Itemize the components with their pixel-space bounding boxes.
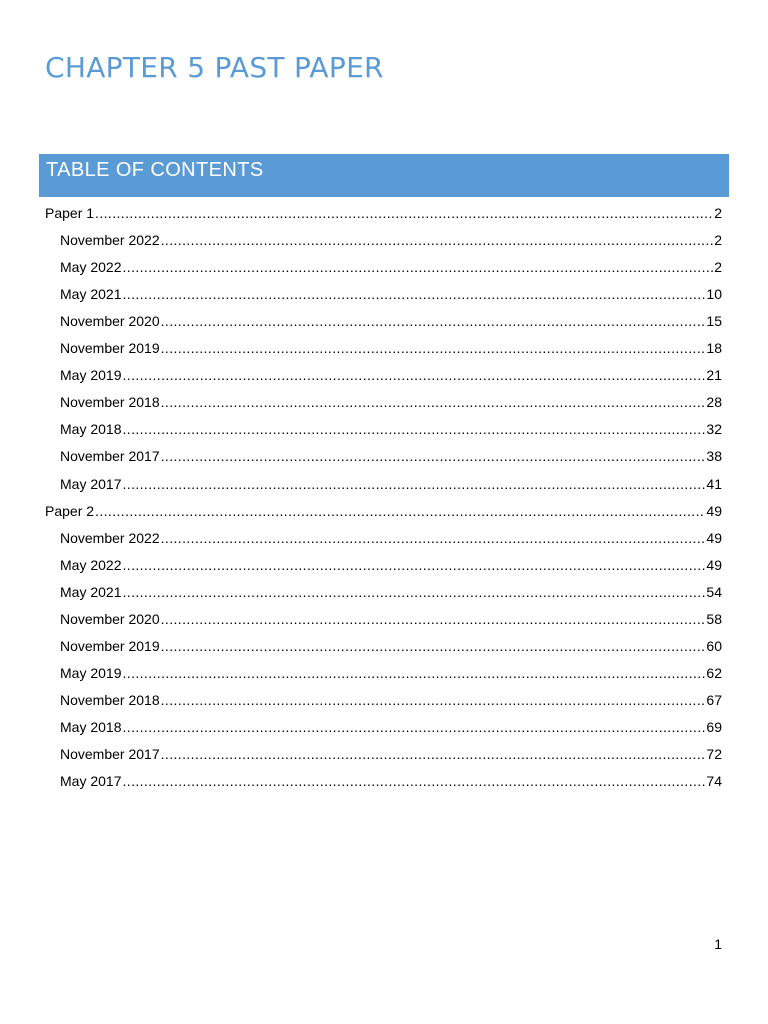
toc-entry-label: May 2019 — [60, 664, 122, 681]
toc-entry-label: November 2020 — [60, 610, 160, 627]
toc-entry-label: May 2017 — [60, 475, 122, 492]
toc-dot-leader — [161, 340, 706, 356]
toc-entry[interactable] — [0, 524, 768, 551]
toc-dot-leader — [122, 421, 705, 437]
toc-entry[interactable] — [0, 415, 768, 442]
toc-entry-label: November 2017 — [60, 745, 160, 762]
toc-entry-label: May 2018 — [60, 718, 122, 735]
toc-dot-leader — [161, 530, 706, 546]
toc-dot-leader — [95, 205, 713, 221]
toc-entry-label: May 2017 — [60, 773, 122, 790]
toc-entry-label: May 2021 — [60, 286, 122, 303]
toc-entry-label: November 2020 — [60, 313, 160, 330]
toc-dot-leader — [161, 746, 706, 762]
toc-entry-page: 2 — [714, 205, 722, 222]
toc-entry-page: 74 — [706, 773, 722, 790]
toc-entry-page: 28 — [706, 394, 722, 411]
toc-entry-label: May 2019 — [60, 367, 122, 384]
toc-entry[interactable] — [0, 199, 768, 226]
toc-entry[interactable] — [0, 740, 768, 767]
toc-entry[interactable] — [0, 442, 768, 469]
toc-entry-page: 2 — [714, 232, 722, 249]
toc-entry-label: November 2019 — [60, 637, 160, 654]
toc-entry-page: 54 — [706, 583, 722, 600]
toc-dot-leader — [95, 503, 705, 519]
toc-dot-leader — [122, 286, 705, 302]
toc-dot-leader — [122, 476, 705, 492]
toc-entry[interactable] — [0, 632, 768, 659]
toc-entry-label: Paper 1 — [45, 205, 95, 222]
table-of-contents — [0, 199, 768, 794]
toc-entry-page: 2 — [714, 259, 722, 276]
toc-entry[interactable] — [0, 334, 768, 361]
toc-entry-page: 49 — [706, 556, 722, 573]
toc-dot-leader — [161, 394, 706, 410]
toc-dot-leader — [122, 773, 705, 789]
toc-dot-leader — [161, 692, 706, 708]
toc-entry[interactable] — [0, 605, 768, 632]
page-number: 1 — [714, 936, 722, 952]
toc-entry[interactable] — [0, 226, 768, 253]
toc-entry[interactable] — [0, 578, 768, 605]
toc-entry-page: 67 — [706, 691, 722, 708]
toc-entry-label: Paper 2 — [45, 502, 95, 519]
toc-heading: TABLE OF CONTENTS — [46, 159, 264, 181]
toc-entry[interactable] — [0, 551, 768, 578]
toc-dot-leader — [161, 638, 706, 654]
toc-dot-leader — [122, 584, 705, 600]
toc-dot-leader — [161, 313, 706, 329]
toc-entry-page: 15 — [706, 313, 722, 330]
toc-dot-leader — [161, 448, 706, 464]
toc-dot-leader — [161, 232, 714, 248]
toc-dot-leader — [122, 367, 705, 383]
toc-entry[interactable] — [0, 388, 768, 415]
toc-entry-page: 38 — [706, 448, 722, 465]
toc-entry[interactable] — [0, 497, 768, 524]
toc-entry[interactable] — [0, 713, 768, 740]
toc-entry-label: May 2021 — [60, 583, 122, 600]
document-title: CHAPTER 5 PAST PAPER — [45, 51, 384, 84]
toc-entry[interactable] — [0, 469, 768, 496]
toc-entry-page: 21 — [706, 367, 722, 384]
toc-dot-leader — [122, 665, 705, 681]
toc-entry-label: May 2018 — [60, 421, 122, 438]
toc-dot-leader — [122, 259, 713, 275]
toc-entry-page: 18 — [706, 340, 722, 357]
toc-entry[interactable] — [0, 280, 768, 307]
toc-entry-page: 58 — [706, 610, 722, 627]
toc-entry-label: November 2022 — [60, 529, 160, 546]
toc-entry-label: November 2017 — [60, 448, 160, 465]
toc-dot-leader — [122, 557, 705, 573]
toc-entry-page: 41 — [706, 475, 722, 492]
toc-entry-label: November 2018 — [60, 691, 160, 708]
toc-entry[interactable] — [0, 361, 768, 388]
toc-entry-label: November 2018 — [60, 394, 160, 411]
toc-entry-label: May 2022 — [60, 259, 122, 276]
toc-entry[interactable] — [0, 307, 768, 334]
toc-dot-leader — [161, 611, 706, 627]
toc-entry-page: 72 — [706, 745, 722, 762]
toc-entry-page: 49 — [706, 529, 722, 546]
toc-entry-page: 69 — [706, 718, 722, 735]
toc-entry-label: May 2022 — [60, 556, 122, 573]
toc-entry[interactable] — [0, 767, 768, 794]
toc-entry-page: 60 — [706, 637, 722, 654]
toc-entry-page: 62 — [706, 664, 722, 681]
toc-header-bar — [39, 154, 729, 197]
toc-entry-page: 32 — [706, 421, 722, 438]
toc-entry-label: November 2019 — [60, 340, 160, 357]
toc-entry-page: 10 — [706, 286, 722, 303]
toc-entry[interactable] — [0, 686, 768, 713]
toc-entry-label: November 2022 — [60, 232, 160, 249]
toc-entry[interactable] — [0, 659, 768, 686]
toc-entry-page: 49 — [706, 502, 722, 519]
toc-entry[interactable] — [0, 253, 768, 280]
toc-dot-leader — [122, 719, 705, 735]
